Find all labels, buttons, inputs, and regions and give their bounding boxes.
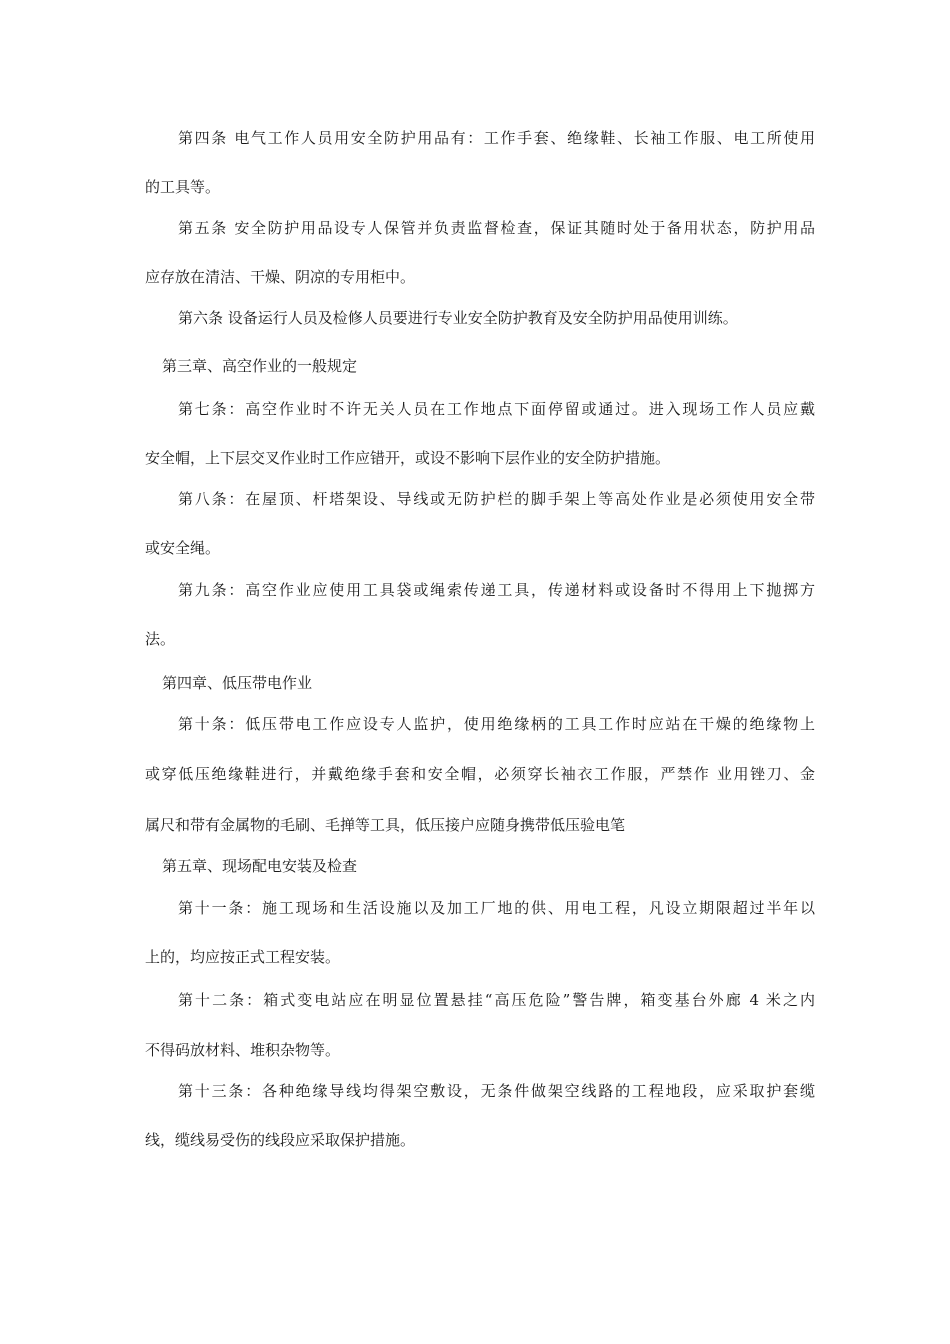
article-10-line-3: 属尺和带有金属物的毛刷、毛掸等工具，低压接户应随身携带低压验电笔 [145, 816, 626, 834]
article-13-line-2: 线，缆线易受伤的线段应采取保护措施。 [145, 1131, 416, 1149]
chapter-3-heading: 第三章、高空作业的一般规定 [162, 357, 358, 375]
article-7-line-1: 第七条：高空作业时不许无关人员在工作地点下面停留或通过。进入现场工作人员应戴 [178, 400, 815, 418]
article-9-line-1: 第九条：高空作业应使用工具袋或绳索传递工具，传递材料或设备时不得用上下抛掷方 [178, 581, 815, 599]
article-10-line-2: 或穿低压绝缘鞋进行，并戴绝缘手套和安全帽，必须穿长袖衣工作服，严禁作 业用锉刀、金 [145, 765, 815, 783]
article-8-line-2: 或安全绳。 [145, 539, 221, 557]
article-12-line-1: 第十二条：箱式变电站应在明显位置悬挂“高压危险”警告牌，箱变基台外廊 4 米之内 [178, 991, 815, 1009]
article-10-line-1: 第十条：低压带电工作应设专人监护，使用绝缘柄的工具工作时应站在干燥的绝缘物上 [178, 715, 815, 733]
article-4-line-2: 的工具等。 [145, 178, 221, 196]
article-6-line-1: 第六条 设备运行人员及检修人员要进行专业安全防护教育及安全防护用品使用训练。 [178, 309, 738, 327]
chapter-4-heading: 第四章、低压带电作业 [162, 674, 313, 692]
article-5-line-1: 第五条 安全防护用品设专人保管并负责监督检查，保证其随时处于备用状态，防护用品 [178, 219, 815, 237]
chapter-5-heading: 第五章、现场配电安装及检查 [162, 857, 358, 875]
article-9-line-2: 法。 [145, 630, 176, 648]
article-5-line-2: 应存放在清洁、干燥、阴凉的专用柜中。 [145, 268, 416, 286]
article-12-line-2: 不得码放材料、堆积杂物等。 [145, 1041, 341, 1059]
article-13-line-1: 第十三条：各种绝缘导线均得架空敷设，无条件做架空线路的工程地段，应采取护套缆 [178, 1082, 815, 1100]
article-11-line-2: 上的，均应按正式工程安装。 [145, 948, 341, 966]
article-7-line-2: 安全帽，上下层交叉作业时工作应错开，或设不影响下层作业的安全防护措施。 [145, 449, 671, 467]
article-4-line-1: 第四条 电气工作人员用安全防护用品有：工作手套、绝缘鞋、长袖工作服、电工所使用 [178, 129, 815, 147]
article-11-line-1: 第十一条：施工现场和生活设施以及加工厂地的供、用电工程，凡设立期限超过半年以 [178, 899, 815, 917]
article-8-line-1: 第八条：在屋顶、杆塔架设、导线或无防护栏的脚手架上等高处作业是必须使用安全带 [178, 490, 815, 508]
